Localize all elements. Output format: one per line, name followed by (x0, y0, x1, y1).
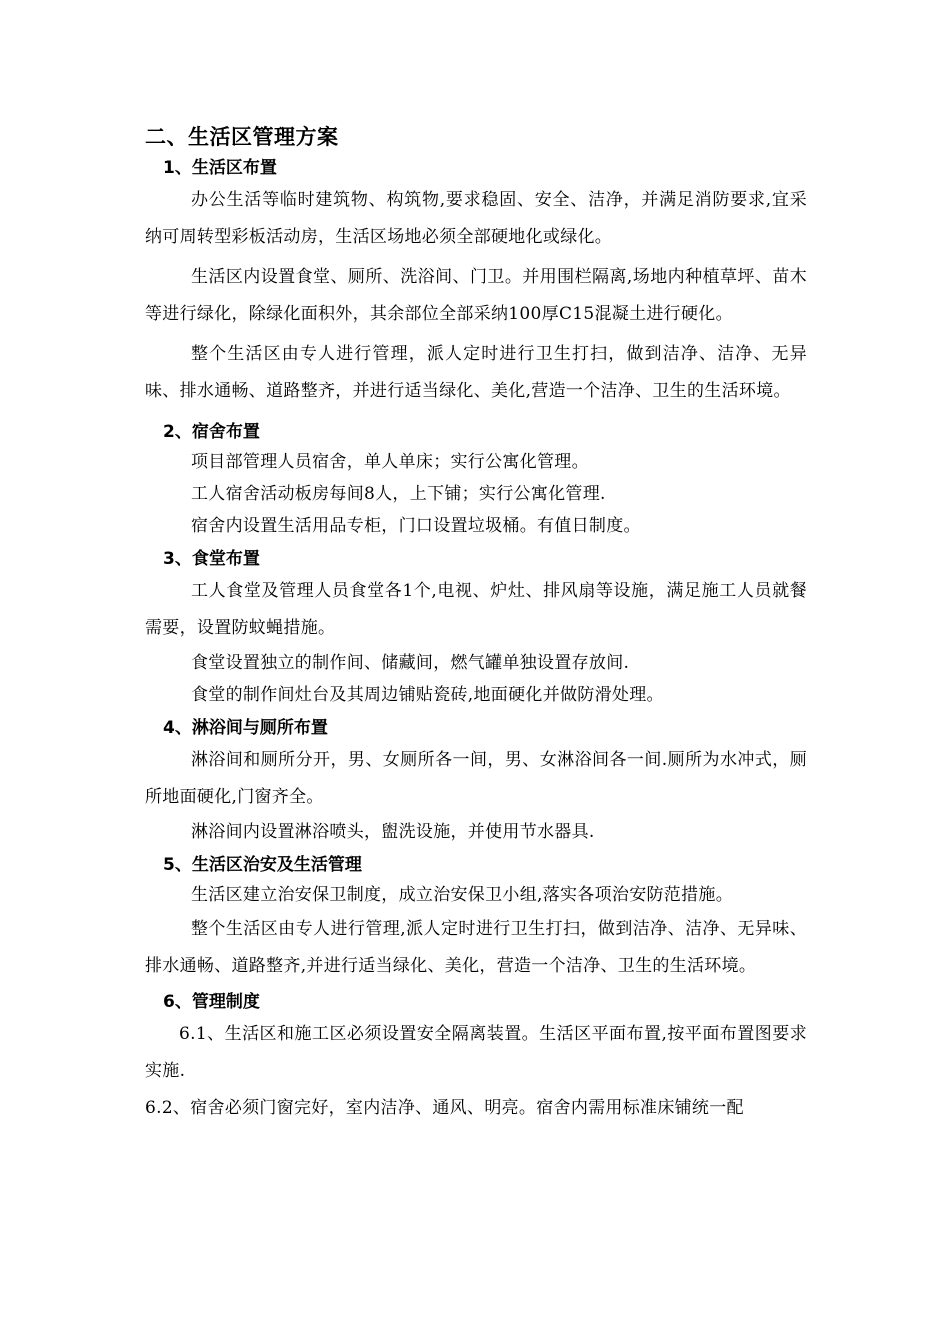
paragraph: 项目部管理人员宿舍，单人单床；实行公寓化管理。 (191, 452, 589, 472)
section-heading-5: 5、生活区治安及生活管理 (163, 855, 362, 875)
section-heading-1: 1、生活区布置 (163, 158, 277, 178)
paragraph: 淋浴间内设置淋浴喷头，盥洗设施，并使用节水器具. (191, 822, 595, 842)
section-heading-2: 2、宿舍布置 (163, 422, 260, 442)
paragraph: 6.2、宿舍必须门窗完好，室内洁净、通风、明亮。宿舍内需用标准床铺统一配 (145, 1098, 744, 1118)
section-heading-6: 6、管理制度 (163, 992, 260, 1012)
section-heading-4: 4、淋浴间与厕所布置 (163, 718, 328, 738)
paragraph: 生活区内设置食堂、厕所、洗浴间、门卫。并用围栏隔离,场地内种植草坪、苗木等进行绿化，除绿化面积外，其余部位全部采纳100厚C15混凝土进行硬化。 (145, 267, 807, 324)
paragraph: 整个生活区由专人进行管理,派人定时进行卫生打扫，做到洁净、洁净、无异味、排水通畅、道路整齐,并进行适当绿化、美化，营造一个洁净、卫生的生活环境。 (145, 919, 807, 976)
paragraph: 工人食堂及管理人员食堂各1个,电视、炉灶、排风扇等设施，满足施工人员就餐需要，设置防蚊蝇措施。 (145, 581, 807, 638)
paragraph: 办公生活等临时建筑物、构筑物,要求稳固、安全、洁净，并满足消防要求,宜采纳可周转型彩板活动房，生活区场地必须全部硬地化或绿化。 (145, 190, 807, 247)
paragraph: 生活区建立治安保卫制度，成立治安保卫小组,落实各项治安防范措施。 (191, 885, 734, 905)
section-heading-3: 3、食堂布置 (163, 549, 260, 569)
paragraph: 整个生活区由专人进行管理，派人定时进行卫生打扫，做到洁净、洁净、无异味、排水通畅、道路整齐，并进行适当绿化、美化,营造一个洁净、卫生的生活环境。 (145, 344, 807, 401)
paragraph: 工人宿舍活动板房每间8人，上下铺；实行公寓化管理. (191, 484, 606, 504)
paragraph: 食堂的制作间灶台及其周边铺贴瓷砖,地面硬化并做防滑处理。 (191, 685, 664, 705)
paragraph: 宿舍内设置生活用品专柜，门口设置垃圾桶。有值日制度。 (191, 516, 641, 536)
document-title: 二、生活区管理方案 (145, 125, 339, 149)
paragraph: 食堂设置独立的制作间、储藏间，燃气罐单独设置存放间. (191, 653, 630, 673)
document-page (145, 120, 807, 1127)
paragraph: 6.1、生活区和施工区必须设置安全隔离装置。生活区平面布置,按平面布置图要求实施. (145, 1024, 807, 1081)
paragraph: 淋浴间和厕所分开，男、女厕所各一间，男、女淋浴间各一间.厕所为水冲式，厕所地面硬化,门窗齐全。 (145, 750, 807, 807)
